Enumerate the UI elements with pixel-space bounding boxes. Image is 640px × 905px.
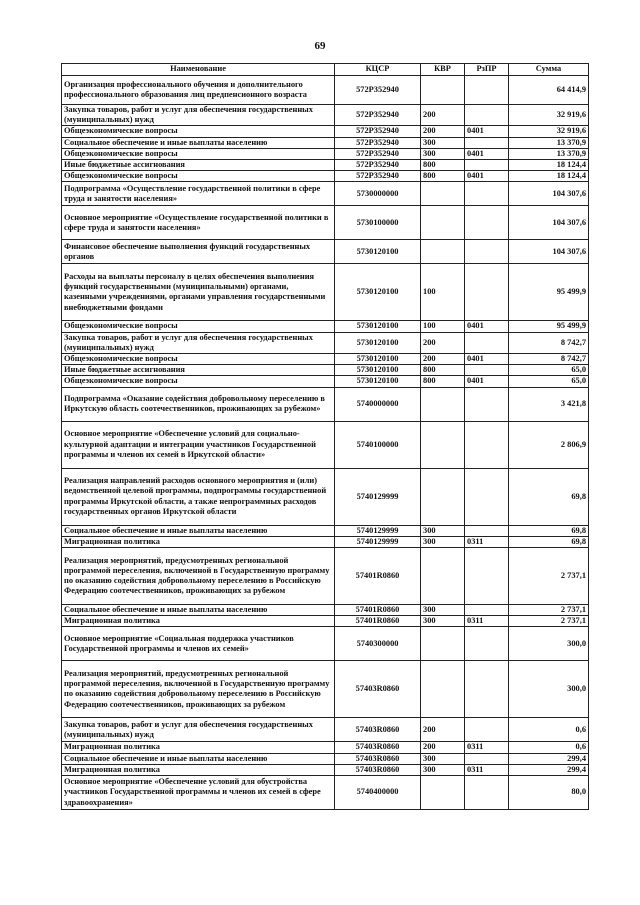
cell-rzpr bbox=[465, 421, 509, 468]
cell-sum: 65,0 bbox=[509, 365, 589, 376]
cell-name: Подпрограмма «Осуществление государственной политики в сфере труда и занятости населения» bbox=[62, 182, 335, 206]
cell-name: Миграционная политика bbox=[62, 764, 335, 775]
header-kcsr: КЦСР bbox=[335, 64, 421, 76]
table-row bbox=[62, 76, 589, 105]
cell-name: Финансовое обеспечение выполнения функций государственных органов bbox=[62, 240, 335, 264]
cell-sum: 95 499,9 bbox=[509, 264, 589, 321]
table-row bbox=[62, 605, 589, 616]
table-row bbox=[62, 548, 589, 605]
cell-name: Социальное обеспечение и иные выплаты населению bbox=[62, 605, 335, 616]
header-name: Наименование bbox=[62, 64, 335, 76]
cell-sum: 0,6 bbox=[509, 742, 589, 753]
cell-kvr: 800 bbox=[421, 160, 465, 171]
cell-name: Общеэкономические вопросы bbox=[62, 126, 335, 137]
cell-kcsr: 572P352940 bbox=[335, 137, 421, 148]
table-row bbox=[62, 105, 589, 126]
cell-rzpr bbox=[465, 753, 509, 764]
cell-kvr: 100 bbox=[421, 264, 465, 321]
cell-sum: 300,0 bbox=[509, 661, 589, 718]
cell-name: Реализация мероприятий, предусмотренных региональной программой переселения, включенной в Государственную программу по оказанию содействия добровольному переселению в Российскую Федерацию соотечественников, проживающих за рубежом bbox=[62, 548, 335, 605]
cell-sum: 8 742,7 bbox=[509, 354, 589, 365]
cell-rzpr bbox=[465, 718, 509, 742]
cell-name: Закупка товаров, работ и услуг для обеспечения государственных (муниципальных) нужд bbox=[62, 105, 335, 126]
cell-kvr: 300 bbox=[421, 525, 465, 536]
cell-name: Миграционная политика bbox=[62, 742, 335, 753]
cell-kcsr: 572P352940 bbox=[335, 148, 421, 159]
table-row bbox=[62, 536, 589, 547]
cell-rzpr bbox=[465, 182, 509, 206]
cell-kcsr: 5740000000 bbox=[335, 387, 421, 421]
cell-kvr bbox=[421, 421, 465, 468]
table-row bbox=[62, 753, 589, 764]
cell-sum: 69,8 bbox=[509, 525, 589, 536]
cell-name: Основное мероприятие «Социальная поддержка участников Государственной программы и членов их семей» bbox=[62, 627, 335, 661]
cell-sum: 80,0 bbox=[509, 776, 589, 810]
cell-kvr bbox=[421, 627, 465, 661]
budget-table bbox=[61, 63, 589, 810]
header-rzpr: РзПР bbox=[465, 64, 509, 76]
cell-name: Основное мероприятие «Обеспечение условий для социально-культурной адаптации и интеграции участников Государственной программы и членов их семей в Иркутской области» bbox=[62, 421, 335, 468]
cell-kcsr: 572P352940 bbox=[335, 160, 421, 171]
cell-name: Общеэкономические вопросы bbox=[62, 171, 335, 182]
cell-sum: 299,4 bbox=[509, 753, 589, 764]
cell-rzpr bbox=[465, 525, 509, 536]
table-row bbox=[62, 148, 589, 159]
cell-kcsr: 5740129999 bbox=[335, 536, 421, 547]
cell-name: Закупка товаров, работ и услуг для обеспечения государственных (муниципальных) нужд bbox=[62, 332, 335, 353]
cell-kvr bbox=[421, 182, 465, 206]
cell-rzpr bbox=[465, 605, 509, 616]
cell-sum: 13 370,9 bbox=[509, 148, 589, 159]
cell-kcsr: 5730120100 bbox=[335, 240, 421, 264]
cell-kvr bbox=[421, 661, 465, 718]
cell-kvr bbox=[421, 776, 465, 810]
cell-name: Основное мероприятие «Обеспечение условий для обустройства участников Государственной программы и членов их семей в сфере здравоохранения» bbox=[62, 776, 335, 810]
cell-sum: 300,0 bbox=[509, 627, 589, 661]
cell-name: Иные бюджетные ассигнования bbox=[62, 365, 335, 376]
cell-kvr bbox=[421, 76, 465, 105]
cell-rzpr bbox=[465, 160, 509, 171]
cell-kvr: 300 bbox=[421, 148, 465, 159]
table-row bbox=[62, 264, 589, 321]
cell-name: Подпрограмма «Оказание содействия добровольному переселению в Иркутскую область соотечественников, проживающих за рубежом» bbox=[62, 387, 335, 421]
cell-name: Иные бюджетные ассигнования bbox=[62, 160, 335, 171]
cell-name: Общеэкономические вопросы bbox=[62, 321, 335, 332]
cell-kvr: 800 bbox=[421, 171, 465, 182]
cell-kcsr: 5740129999 bbox=[335, 468, 421, 525]
cell-kcsr: 57403R0860 bbox=[335, 718, 421, 742]
cell-sum: 18 124,4 bbox=[509, 171, 589, 182]
cell-rzpr bbox=[465, 332, 509, 353]
cell-rzpr: 0311 bbox=[465, 616, 509, 627]
table-row bbox=[62, 525, 589, 536]
cell-name: Общеэкономические вопросы bbox=[62, 148, 335, 159]
cell-name: Миграционная политика bbox=[62, 616, 335, 627]
cell-kvr: 200 bbox=[421, 332, 465, 353]
cell-kcsr: 5730120100 bbox=[335, 321, 421, 332]
cell-rzpr: 0401 bbox=[465, 354, 509, 365]
table-row bbox=[62, 718, 589, 742]
cell-rzpr: 0401 bbox=[465, 148, 509, 159]
table-body bbox=[62, 76, 589, 810]
table-row bbox=[62, 661, 589, 718]
table-row bbox=[62, 421, 589, 468]
table-row bbox=[62, 354, 589, 365]
cell-name: Социальное обеспечение и иные выплаты населению bbox=[62, 753, 335, 764]
cell-rzpr: 0401 bbox=[465, 171, 509, 182]
cell-kvr: 300 bbox=[421, 536, 465, 547]
cell-name: Социальное обеспечение и иные выплаты населению bbox=[62, 525, 335, 536]
table-row bbox=[62, 742, 589, 753]
cell-name: Закупка товаров, работ и услуг для обеспечения государственных (муниципальных) нужд bbox=[62, 718, 335, 742]
cell-sum: 13 370,9 bbox=[509, 137, 589, 148]
cell-rzpr bbox=[465, 548, 509, 605]
header-row bbox=[62, 64, 589, 76]
cell-kcsr: 5730100000 bbox=[335, 206, 421, 240]
cell-sum: 64 414,9 bbox=[509, 76, 589, 105]
cell-kvr: 300 bbox=[421, 616, 465, 627]
cell-name: Социальное обеспечение и иные выплаты населению bbox=[62, 137, 335, 148]
table-row bbox=[62, 365, 589, 376]
table-row bbox=[62, 776, 589, 810]
table-row bbox=[62, 126, 589, 137]
cell-kcsr: 5740300000 bbox=[335, 627, 421, 661]
cell-kvr bbox=[421, 240, 465, 264]
cell-rzpr bbox=[465, 661, 509, 718]
cell-kcsr: 57403R0860 bbox=[335, 661, 421, 718]
cell-rzpr: 0311 bbox=[465, 536, 509, 547]
cell-name: Реализация направлений расходов основного мероприятия и (или) ведомственной целевой программы, подпрограммы государственной программы Иркутской области, а также непрограммных расходов государственных органов Иркутской области bbox=[62, 468, 335, 525]
cell-rzpr bbox=[465, 264, 509, 321]
cell-name: Общеэкономические вопросы bbox=[62, 376, 335, 387]
table-row bbox=[62, 182, 589, 206]
cell-rzpr: 0311 bbox=[465, 764, 509, 775]
cell-rzpr: 0401 bbox=[465, 321, 509, 332]
cell-sum: 8 742,7 bbox=[509, 332, 589, 353]
table-header bbox=[62, 64, 589, 76]
cell-rzpr bbox=[465, 105, 509, 126]
header-kvr: КВР bbox=[421, 64, 465, 76]
cell-kcsr: 57403R0860 bbox=[335, 764, 421, 775]
cell-sum: 69,8 bbox=[509, 468, 589, 525]
table-row bbox=[62, 160, 589, 171]
cell-kvr: 200 bbox=[421, 742, 465, 753]
cell-rzpr bbox=[465, 206, 509, 240]
cell-name: Основное мероприятие «Осуществление государственной политики в сфере труда и занятости населения» bbox=[62, 206, 335, 240]
cell-kcsr: 5740100000 bbox=[335, 421, 421, 468]
table-row bbox=[62, 627, 589, 661]
cell-kvr bbox=[421, 387, 465, 421]
cell-sum: 95 499,9 bbox=[509, 321, 589, 332]
cell-name: Общеэкономические вопросы bbox=[62, 354, 335, 365]
cell-kvr bbox=[421, 548, 465, 605]
table-row bbox=[62, 240, 589, 264]
cell-sum: 2 737,1 bbox=[509, 548, 589, 605]
cell-rzpr bbox=[465, 627, 509, 661]
cell-sum: 32 919,6 bbox=[509, 105, 589, 126]
table-row bbox=[62, 206, 589, 240]
cell-sum: 104 307,6 bbox=[509, 182, 589, 206]
cell-kcsr: 57401R0860 bbox=[335, 616, 421, 627]
cell-kvr bbox=[421, 206, 465, 240]
table-row bbox=[62, 387, 589, 421]
cell-kvr: 300 bbox=[421, 137, 465, 148]
cell-kcsr: 5730120100 bbox=[335, 354, 421, 365]
cell-kcsr: 5730120100 bbox=[335, 332, 421, 353]
cell-kcsr: 57403R0860 bbox=[335, 742, 421, 753]
cell-rzpr bbox=[465, 468, 509, 525]
cell-name: Миграционная политика bbox=[62, 536, 335, 547]
cell-kvr bbox=[421, 468, 465, 525]
cell-sum: 2 806,9 bbox=[509, 421, 589, 468]
cell-kcsr: 572P352940 bbox=[335, 171, 421, 182]
cell-sum: 0,6 bbox=[509, 718, 589, 742]
cell-name: Реализация мероприятий, предусмотренных региональной программой переселения, включенной в Государственную программу по оказанию содействия добровольному переселению в Российскую Федерацию соотечественников, проживающих за рубежом bbox=[62, 661, 335, 718]
cell-kcsr: 5730000000 bbox=[335, 182, 421, 206]
cell-kvr: 800 bbox=[421, 376, 465, 387]
table-row bbox=[62, 468, 589, 525]
cell-sum: 2 737,1 bbox=[509, 616, 589, 627]
cell-kvr: 300 bbox=[421, 753, 465, 764]
cell-kcsr: 572P352940 bbox=[335, 105, 421, 126]
cell-kcsr: 5740400000 bbox=[335, 776, 421, 810]
cell-sum: 299,4 bbox=[509, 764, 589, 775]
cell-rzpr bbox=[465, 76, 509, 105]
cell-sum: 32 919,6 bbox=[509, 126, 589, 137]
page-number: 69 bbox=[314, 40, 326, 52]
table-row bbox=[62, 171, 589, 182]
cell-kcsr: 5730120100 bbox=[335, 365, 421, 376]
table-row bbox=[62, 332, 589, 353]
cell-kvr: 300 bbox=[421, 605, 465, 616]
cell-kvr: 800 bbox=[421, 365, 465, 376]
cell-rzpr bbox=[465, 387, 509, 421]
table-row bbox=[62, 376, 589, 387]
cell-kcsr: 572P352940 bbox=[335, 126, 421, 137]
cell-rzpr bbox=[465, 365, 509, 376]
cell-name: Расходы на выплаты персоналу в целях обеспечения выполнения функций государственными (муниципальными) органами, казенными учреждениями, органами управления государственными внебюджетными фондами bbox=[62, 264, 335, 321]
cell-sum: 69,8 bbox=[509, 536, 589, 547]
cell-sum: 2 737,1 bbox=[509, 605, 589, 616]
cell-sum: 104 307,6 bbox=[509, 240, 589, 264]
cell-kvr: 200 bbox=[421, 718, 465, 742]
cell-kvr: 200 bbox=[421, 354, 465, 365]
table-row bbox=[62, 137, 589, 148]
cell-kcsr: 572P352940 bbox=[335, 76, 421, 105]
cell-rzpr: 0311 bbox=[465, 742, 509, 753]
table-row bbox=[62, 764, 589, 775]
cell-kcsr: 5730120100 bbox=[335, 264, 421, 321]
cell-rzpr: 0401 bbox=[465, 376, 509, 387]
cell-kvr: 200 bbox=[421, 126, 465, 137]
cell-rzpr bbox=[465, 776, 509, 810]
cell-kvr: 200 bbox=[421, 105, 465, 126]
cell-kcsr: 5740129999 bbox=[335, 525, 421, 536]
table-row bbox=[62, 321, 589, 332]
cell-kvr: 300 bbox=[421, 764, 465, 775]
cell-rzpr bbox=[465, 137, 509, 148]
cell-kcsr: 57403R0860 bbox=[335, 753, 421, 764]
cell-name: Организация профессионального обучения и дополнительного профессионального образования лиц предпенсионного возраста bbox=[62, 76, 335, 105]
cell-kvr: 100 bbox=[421, 321, 465, 332]
cell-sum: 104 307,6 bbox=[509, 206, 589, 240]
table-row bbox=[62, 616, 589, 627]
cell-kcsr: 57401R0860 bbox=[335, 548, 421, 605]
cell-kcsr: 5730120100 bbox=[335, 376, 421, 387]
cell-rzpr bbox=[465, 240, 509, 264]
cell-rzpr: 0401 bbox=[465, 126, 509, 137]
cell-sum: 3 421,8 bbox=[509, 387, 589, 421]
header-sum: Сумма bbox=[509, 64, 589, 76]
cell-sum: 65,0 bbox=[509, 376, 589, 387]
cell-kcsr: 57401R0860 bbox=[335, 605, 421, 616]
cell-sum: 18 124,4 bbox=[509, 160, 589, 171]
